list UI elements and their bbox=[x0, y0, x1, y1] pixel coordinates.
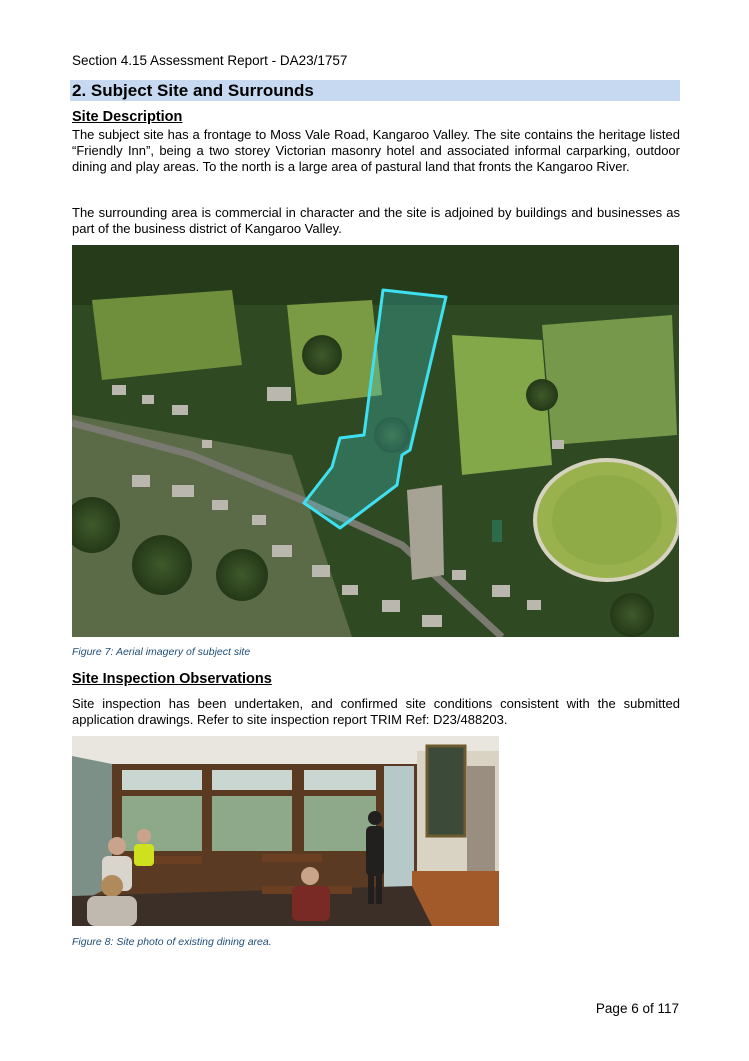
site-description-heading: Site Description bbox=[72, 109, 183, 125]
section-title-text: Subject Site and Surrounds bbox=[90, 81, 314, 100]
site-inspection-heading: Site Inspection Observations bbox=[72, 671, 272, 687]
dining-area-photo bbox=[72, 736, 499, 926]
site-description-paragraph-1: The subject site has a frontage to Moss Vale Road, Kangaroo Valley. The site contains the heritage listed “Friendly Inn”, being a two storey Victorian masonry hotel and associated informal carparking, outdoor dining and play areas. To the north is a large area of pastural land that fronts the Kangaroo River. bbox=[72, 127, 680, 174]
section-number: 2. bbox=[72, 81, 87, 100]
figure-8-caption: Figure 8: Site photo of existing dining area. bbox=[72, 936, 272, 948]
running-header: Section 4.15 Assessment Report - DA23/1757 bbox=[72, 53, 348, 68]
page-number: Page 6 of 117 bbox=[595, 1001, 679, 1016]
aerial-image bbox=[72, 245, 679, 637]
section-title bbox=[72, 81, 314, 101]
site-inspection-paragraph: Site inspection has been undertaken, and confirmed site conditions consistent with the submitted application drawings. Refer to site inspection report TRIM Ref: D23/488203. bbox=[72, 696, 680, 727]
site-description-paragraph-2: The surrounding area is commercial in character and the site is adjoined by buildings and businesses as part of the business district of Kangaroo Valley. bbox=[72, 205, 680, 236]
figure-7-caption: Figure 7: Aerial imagery of subject site bbox=[72, 646, 251, 658]
